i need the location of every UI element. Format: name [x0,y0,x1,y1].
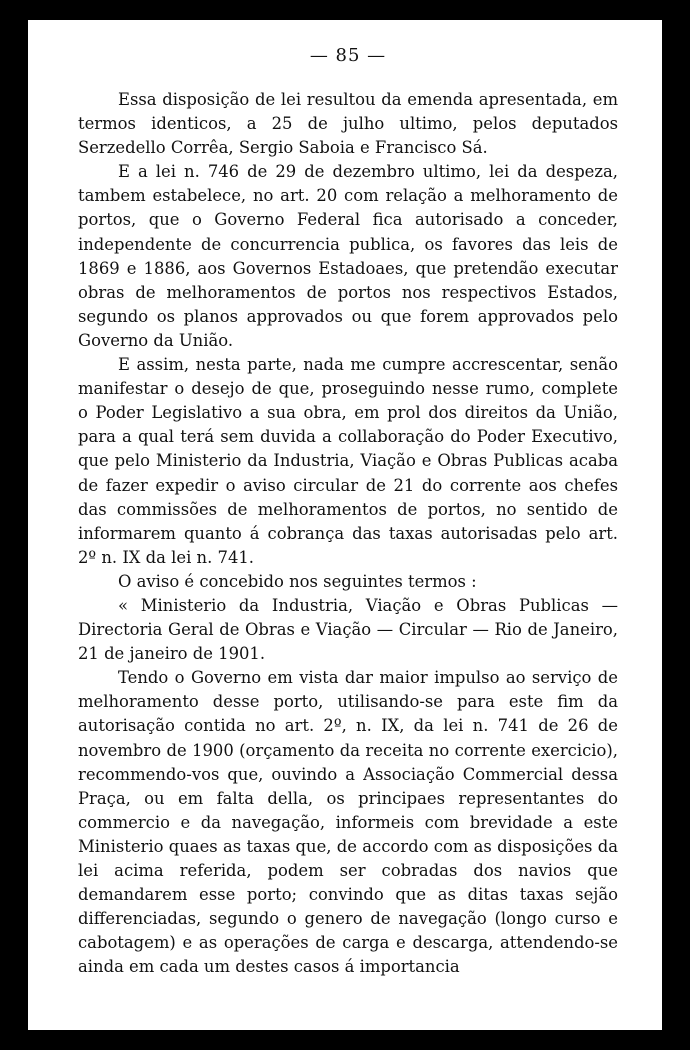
paragraph-circular-header: « Ministerio da Industria, Viação e Obras Publicas — Directoria Geral de Obras e Viação — Circular — Rio de Janeiro, 21 de janeiro de 1901. [78,595,618,664]
paragraph-poder-legislativo: E assim, nesta parte, nada me cumpre accrescentar, senão manifestar o desejo de que, proseguindo nesse rumo, complete o Poder Legislativo a sua obra, em prol dos direitos da União, para a qual terá sem duvida a collaboração do Poder Executivo, que pelo Ministerio da Industria, Viação e Obras Publicas acaba de fazer expedir o aviso circular de 21 do corrente aos chefes das commissões de melhoramentos de portos, no sentido de informarem quanto á cobrança das taxas autorisadas pelo art. 2º n. IX da lei n. 741. [78,355,618,567]
page-number: — 85 — [309,45,387,66]
paragraph-emenda: Essa disposição de lei resultou da emenda apresentada, em termos identicos, a 25 de julho ultimo, pelos deputados Serzedello Corrêa, Sergio Saboia e Francisco Sá. [78,90,618,158]
paragraph-aviso-intro: O aviso é concebido nos seguintes termos : [118,571,477,591]
body-text [78,88,618,979]
paragraph-circular-body: Tendo o Governo em vista dar maior impulso ao serviço de melhoramento desse porto, utilisando-se para este fim da autorisação contida no art. 2º, n. IX, da lei n. 741 de 26 de novembro de 1900 (orçamento da receita no corrente exercicio), recommendo-vos que, ouvindo a Associação Commercial dessa Praça, ou em falta della, os principaes representantes do commercio e da navegação, informeis com brevidade a este Ministerio quaes as taxas que, de accordo com as disposições da lei acima referida, podem ser cobradas dos navios que demandarem esse porto; convindo que as ditas taxas sejão differenciadas, segundo o genero de navegação (longo curso e cabotagem) e as operações de carga e descarga, attendendo-se ainda em cada um destes casos á importancia [78,668,618,977]
paragraph-lei-746: E a lei n. 746 de 29 de dezembro ultimo, lei da despeza, tambem estabelece, no art. 20 com relação a melhoramento de portos, que o Governo Federal fica autorisado a conceder, independente de concurrencia publica, os favores das leis de 1869 e 1886, aos Governos Estadoaes, que pretendão executar obras de melhoramentos de portos nos respectivos Estados, segundo os planos approvados ou que forem approvados pelo Governo da União. [78,162,618,350]
book-page [28,20,662,1030]
